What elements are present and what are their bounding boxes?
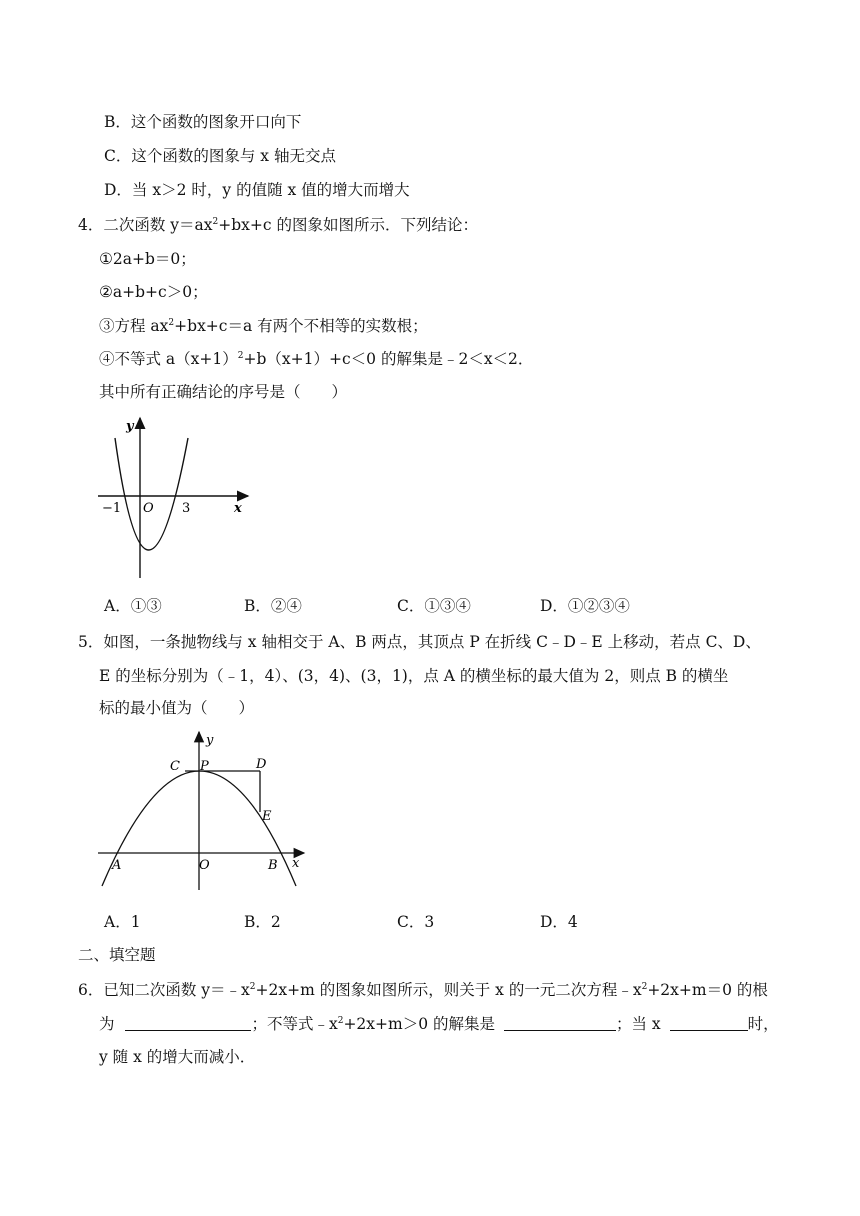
x-axis-label: x: [234, 501, 242, 516]
q4-c3-text-2: +bx+c＝a 有两个不相等的实数根；: [174, 317, 428, 335]
q6-text-7: ；当 x: [615, 1015, 661, 1033]
q4-c4-text: ④不等式 a（x+1）: [99, 350, 238, 368]
point-e-label: E: [262, 809, 272, 824]
q4-stem-text-2: +bx+c 的图象如图所示．下列结论：: [218, 216, 479, 234]
q6-text-2: +2x+m 的图象如图所示，则关于 x 的一元二次方程﹣x: [255, 981, 642, 999]
y-axis-label: y: [126, 419, 134, 434]
q4-stem-text: 4．二次函数 y＝ax: [78, 216, 213, 234]
superscript: 2: [237, 351, 244, 361]
superscript: 2: [337, 1016, 344, 1026]
q4-c3-text: ③方程 ax: [99, 317, 169, 335]
superscript: 2: [168, 318, 175, 328]
point-a-label: A: [112, 858, 122, 873]
superscript: 2: [249, 982, 256, 992]
q4-option-d: D．①②③④: [540, 597, 630, 615]
q4-conclusion-3: [99, 316, 428, 336]
section-heading: 二、填空题: [78, 946, 156, 964]
answer-blank-roots[interactable]: [125, 1016, 251, 1031]
answer-blank-range[interactable]: [670, 1016, 748, 1031]
q6-line-3: y 随 x 的增大而减小．: [99, 1048, 256, 1066]
q4-c4-text-2: +b（x+1）+c＜0 的解集是﹣2＜x＜2．: [243, 350, 534, 368]
point-d-label: D: [256, 757, 267, 772]
point-p-label: P: [200, 759, 209, 774]
x-axis-label: x: [292, 856, 300, 871]
q6-text-5: ；不等式﹣x: [251, 1015, 338, 1033]
y-axis-label: y: [206, 733, 214, 748]
q5-option-c: C．3: [397, 913, 435, 931]
q3-option-b: B．这个函数的图象开口向下: [104, 113, 302, 131]
q4-parabola-figure: [90, 412, 260, 582]
q4-option-b: B．②④: [244, 597, 302, 615]
q6-text-6: +2x+m＞0 的解集是: [343, 1015, 496, 1033]
q6-text-3: +2x+m＝0 的根: [647, 981, 768, 999]
q3-option-d: D．当 x＞2 时，y 的值随 x 值的增大而增大: [104, 181, 410, 199]
q6-text-4: 为: [99, 1015, 115, 1033]
parabola-curve: [115, 438, 191, 550]
q5-option-b: B．2: [244, 913, 281, 931]
tick-three: 3: [182, 501, 191, 516]
q4-question: 其中所有正确结论的序号是（ ）: [99, 383, 348, 401]
q5-parabola-figure: [92, 728, 317, 893]
q4-conclusion-4: [99, 349, 533, 369]
q5-line-1: 5．如图，一条抛物线与 x 轴相交于 A、B 两点，其顶点 P 在折线 C﹣D﹣E 上移动，若点 C、D、: [78, 633, 761, 651]
answer-blank-inequality[interactable]: [504, 1016, 616, 1031]
q4-option-a: A．①③: [104, 597, 162, 615]
q4-conclusion-2: ②a+b+c＞0；: [99, 283, 208, 301]
q5-line-3: 标的最小值为（ ）: [99, 699, 255, 717]
tick-neg-one: −1: [102, 501, 122, 516]
superscript: 2: [212, 217, 219, 227]
origin-label: O: [199, 858, 210, 873]
superscript: 2: [641, 982, 648, 992]
q4-conclusion-1: ①2a+b＝0；: [99, 250, 196, 268]
point-c-label: C: [170, 759, 180, 774]
q5-line-2: E 的坐标分别为（﹣1，4）、(3，4)、(3，1)，点 A 的横坐标的最大值为 2，则点 B 的横坐: [99, 667, 729, 685]
q6-text-8: 时，: [747, 1015, 779, 1033]
q6-text: 6．已知二次函数 y＝﹣x: [78, 981, 250, 999]
q6-line-1: [78, 980, 768, 1000]
q4-stem: [78, 215, 478, 235]
point-b-label: B: [268, 858, 278, 873]
q3-option-c: C．这个函数的图象与 x 轴无交点: [104, 147, 336, 165]
q4-option-c: C．①③④: [397, 597, 471, 615]
q5-option-a: A．1: [104, 913, 141, 931]
q6-line-2: [99, 1014, 779, 1034]
q5-option-d: D．4: [540, 913, 578, 931]
origin-label: O: [143, 501, 154, 516]
